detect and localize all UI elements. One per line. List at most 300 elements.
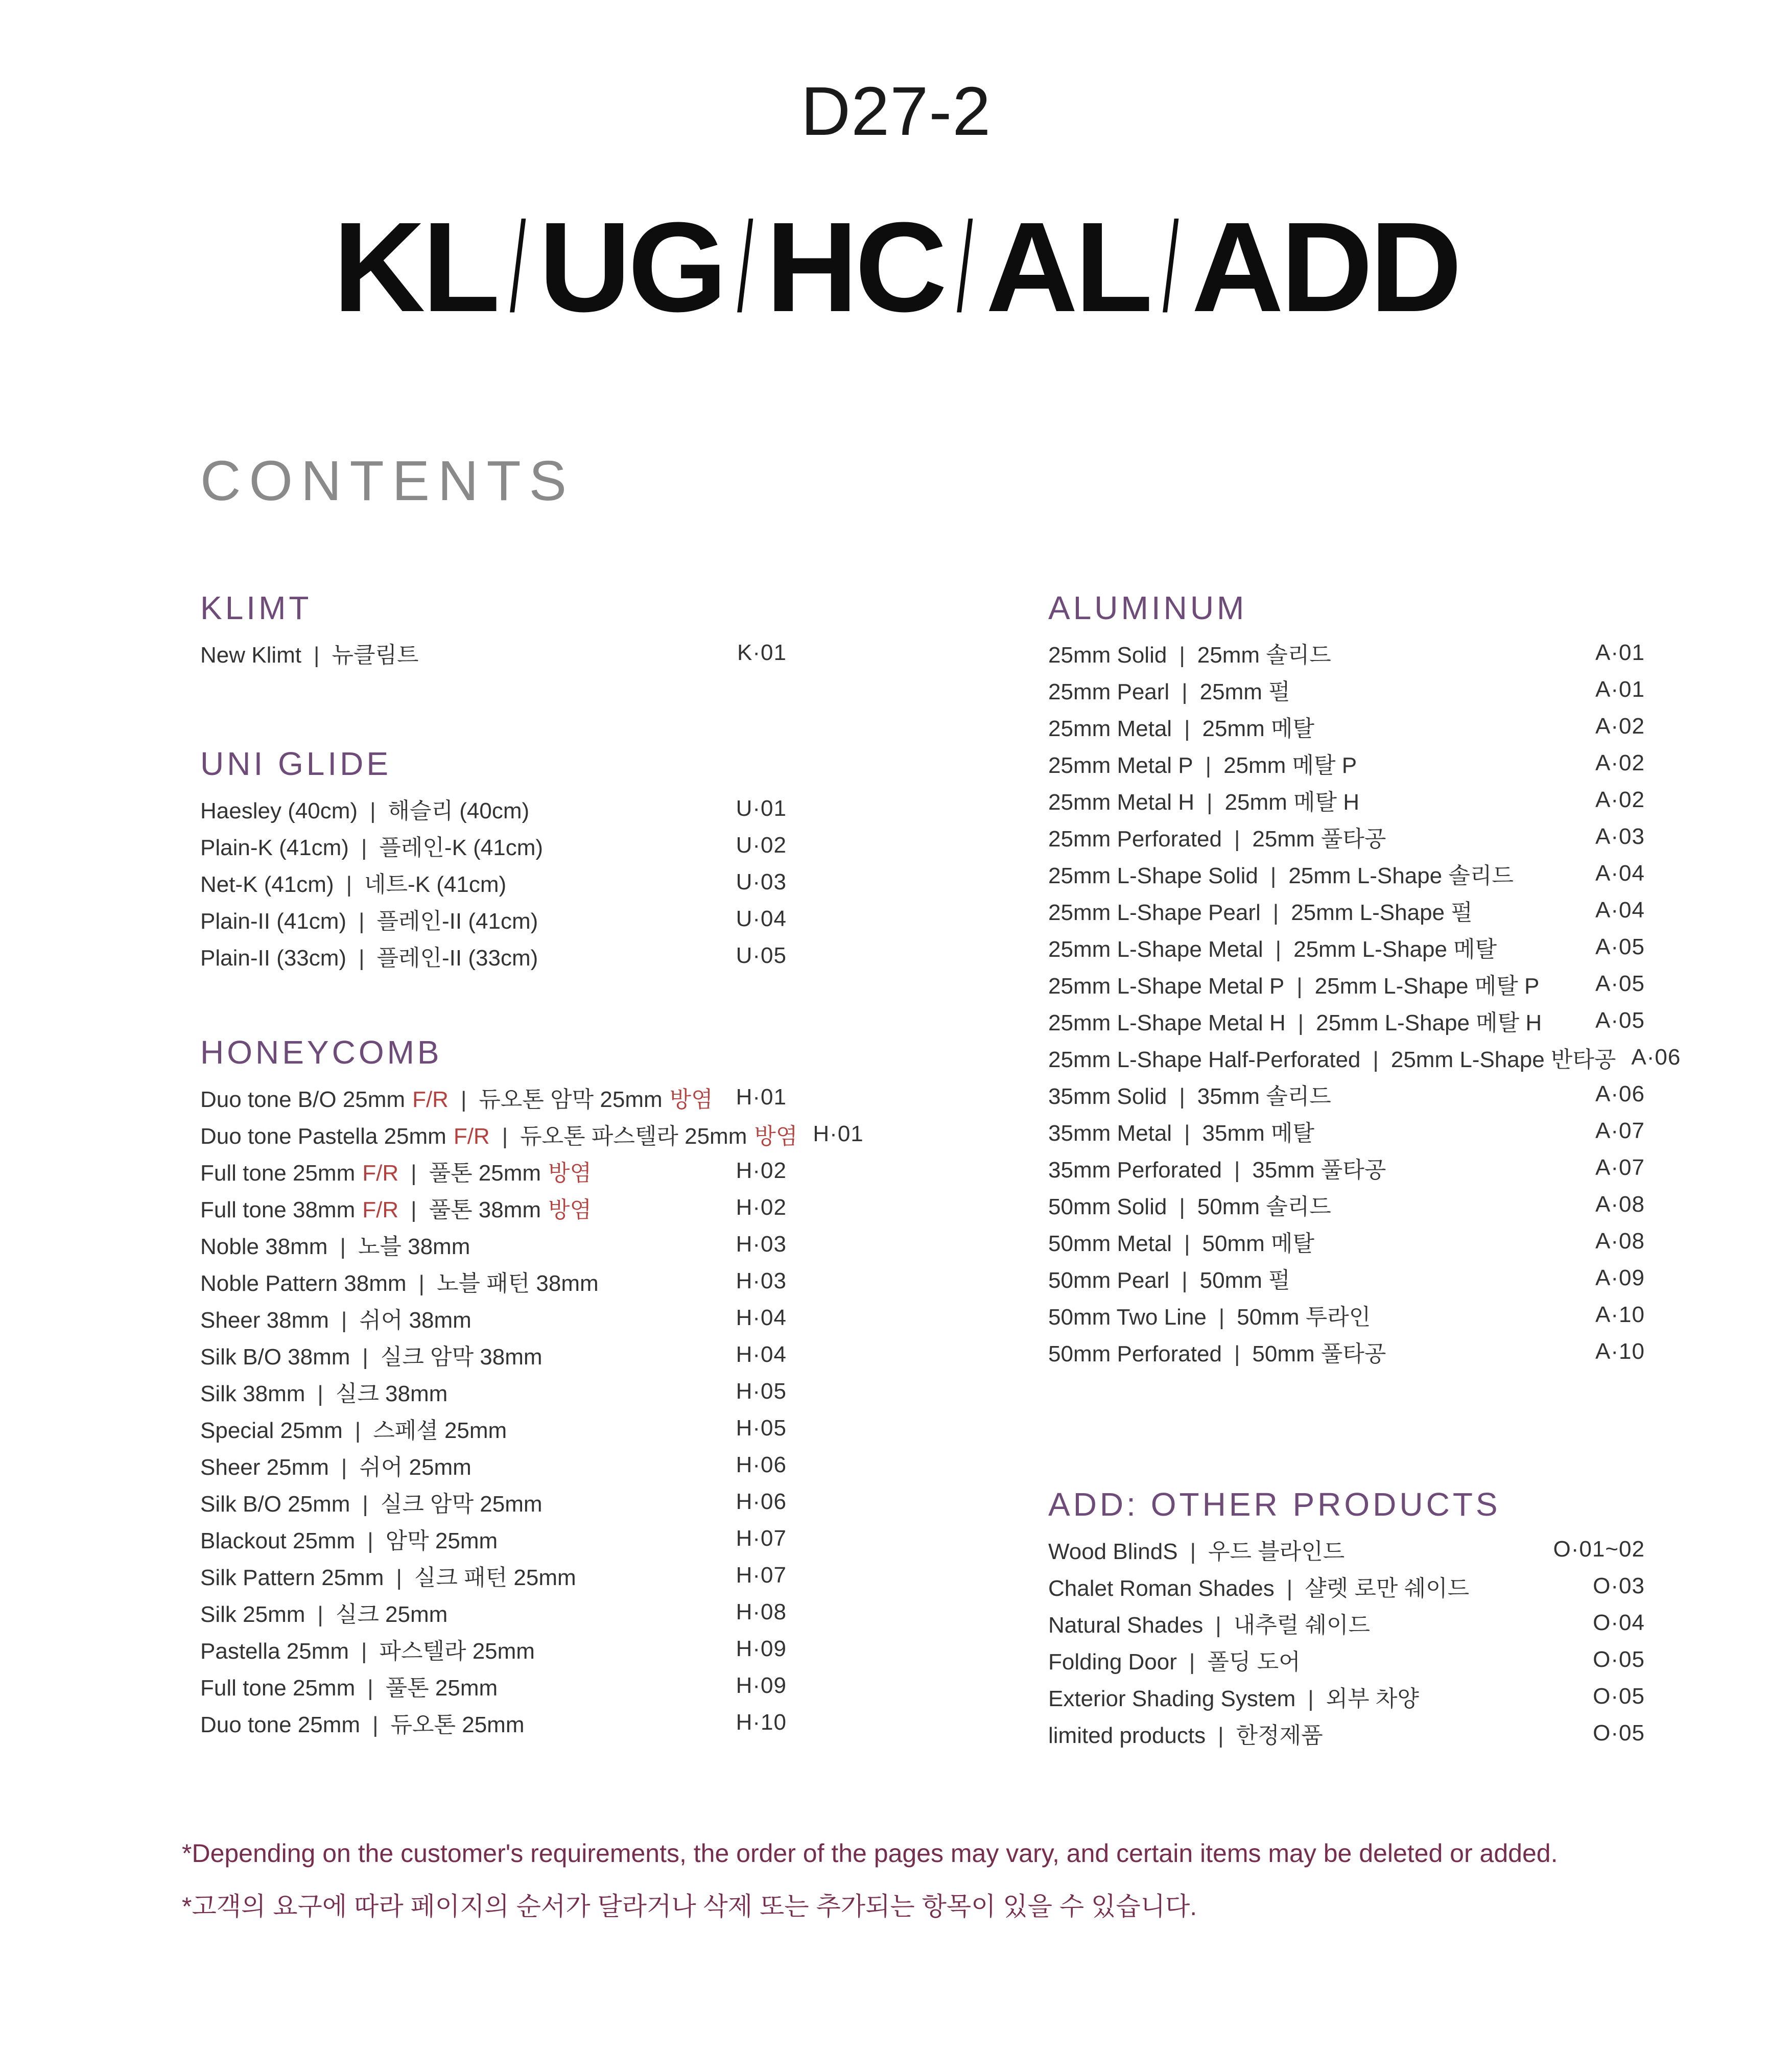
item-page-number: O·01~02 [1553, 1537, 1645, 1562]
item-separator: | [1215, 1613, 1221, 1638]
item-separator: | [1286, 1576, 1293, 1601]
toc-row-label [200, 866, 506, 899]
toc-row-label [200, 792, 529, 825]
toc-row-label [1048, 673, 1290, 706]
item-separator: | [411, 1161, 417, 1186]
item-separator: | [1234, 1341, 1240, 1366]
toc-row [200, 1667, 787, 1704]
toc-row [1048, 818, 1645, 855]
item-separator: | [362, 1345, 368, 1370]
item-separator: | [1218, 1305, 1225, 1330]
toc-row [200, 1226, 787, 1263]
item-separator: | [361, 835, 367, 860]
toc-row [200, 1704, 787, 1741]
item-separator: | [1184, 1231, 1190, 1256]
item-separator: | [418, 1271, 425, 1296]
toc-row-label [1048, 784, 1359, 816]
toc-section [200, 587, 787, 671]
toc-row [200, 1594, 787, 1631]
page-code: D27-2 [800, 73, 992, 150]
toc-row [200, 901, 787, 937]
item-name-en: Duo tone Pastella 25mm [200, 1124, 446, 1149]
item-page-number: A·01 [1595, 640, 1645, 665]
item-name-ko: 듀오톤 암막 25mm [479, 1087, 663, 1112]
item-name-ko: 외부 차양 [1326, 1686, 1419, 1711]
item-page-number: H·03 [736, 1232, 787, 1257]
item-name-en: 50mm Metal [1048, 1231, 1172, 1256]
toc-row [1048, 634, 1645, 671]
item-name-ko: 25mm L-Shape 솔리드 [1288, 863, 1514, 888]
toc-row [1048, 929, 1645, 965]
item-separator: | [341, 1308, 347, 1333]
toc-row-label [200, 1559, 576, 1592]
toc-row-label [1048, 1335, 1386, 1368]
item-separator: | [1179, 643, 1185, 668]
item-name-en: Silk Pattern 25mm [200, 1565, 384, 1590]
item-page-number: H·08 [736, 1599, 787, 1624]
item-page-number: A·01 [1595, 677, 1645, 702]
item-name-ko: 실크 패턴 25mm [414, 1565, 576, 1590]
item-name-ko: 25mm L-Shape 메탈 P [1314, 974, 1540, 999]
section-heading: HONEYCOMB [200, 1034, 442, 1071]
toc-row-label [1048, 1004, 1542, 1037]
item-name-en: Duo tone B/O 25mm [200, 1087, 406, 1112]
toc-row [200, 1631, 787, 1667]
toc-row [200, 1152, 787, 1189]
item-name-ko: 50mm 솔리드 [1197, 1194, 1331, 1219]
item-name-en: 25mm Perforated [1048, 827, 1222, 852]
item-name-ko: 플레인-II (41cm) [376, 909, 538, 934]
toc-row-label [200, 939, 538, 972]
toc-row [200, 1483, 787, 1520]
item-fr-tag-ko: 방염 [548, 1161, 592, 1186]
toc-row-label [1048, 636, 1331, 669]
toc-row-label [200, 829, 543, 862]
toc-row-label [200, 636, 418, 669]
item-page-number: H·01 [813, 1121, 864, 1146]
item-fr-tag: F/R [362, 1161, 399, 1186]
item-name-ko: 35mm 메탈 [1202, 1121, 1314, 1146]
item-name-ko: 25mm 메탈 P [1223, 753, 1357, 778]
toc-row-label [200, 1449, 471, 1481]
toc-row-label [200, 1633, 535, 1665]
toc-row-label [1048, 894, 1473, 927]
toc-row-label [200, 1375, 447, 1408]
toc-row-label [200, 903, 538, 935]
toc-row [200, 827, 787, 864]
item-name-ko: 듀오톤 25mm [390, 1712, 525, 1737]
item-name-ko: 샬렛 로만 쉐이드 [1305, 1576, 1470, 1601]
item-name-ko: 암막 25mm [385, 1528, 498, 1553]
toc-row-label [1048, 1262, 1290, 1294]
title-slash: / [737, 196, 753, 338]
item-page-number: U·03 [736, 869, 787, 894]
toc-row [200, 1300, 787, 1336]
item-name-ko: 실크 암막 25mm [380, 1492, 543, 1517]
item-name-ko: 네트-K (41cm) [364, 872, 507, 897]
toc-row [1048, 1715, 1645, 1752]
item-separator: | [361, 1639, 367, 1664]
toc-column-left [200, 577, 864, 1741]
item-separator: | [396, 1565, 402, 1590]
title-slash: / [1163, 196, 1179, 338]
item-page-number: H·02 [736, 1195, 787, 1220]
toc-row-label [200, 1596, 447, 1629]
item-page-number: H·04 [736, 1342, 787, 1367]
toc-row [1048, 671, 1645, 708]
toc-row [200, 1116, 864, 1152]
toc-row [1048, 1002, 1645, 1039]
item-separator: | [341, 1455, 347, 1480]
item-name-ko: 내추럴 쉐이드 [1233, 1613, 1370, 1638]
toc-row-label [1048, 968, 1539, 1000]
item-name-en: 25mm L-Shape Metal H [1048, 1010, 1286, 1035]
item-separator: | [460, 1087, 467, 1112]
toc-row [200, 634, 787, 671]
toc-row-label [1048, 1078, 1331, 1111]
item-name-en: 25mm L-Shape Solid [1048, 863, 1258, 888]
item-separator: | [1182, 1268, 1188, 1293]
item-name-ko: 25mm 펄 [1199, 679, 1290, 704]
title-part: AL [985, 196, 1150, 338]
toc-row-label [200, 1265, 599, 1298]
item-page-number: U·05 [736, 943, 787, 968]
item-page-number: A·05 [1595, 934, 1645, 959]
item-separator: | [370, 798, 376, 823]
item-name-en: Folding Door [1048, 1649, 1177, 1674]
item-name-ko: 노블 패턴 38mm [436, 1271, 599, 1296]
toc-row-label [1048, 931, 1497, 963]
item-page-number: A·05 [1595, 971, 1645, 996]
item-name-en: 50mm Perforated [1048, 1341, 1222, 1366]
item-separator: | [1179, 1084, 1185, 1109]
toc-row [1048, 1149, 1645, 1186]
footnote-ko: *고객의 요구에 따라 페이지의 순서가 달라거나 삭제 또는 추가되는 항목이 있을 수 있습니다. [182, 1892, 1197, 1921]
item-page-number: O·04 [1593, 1610, 1645, 1635]
toc-row-label [200, 1081, 713, 1114]
item-page-number: U·02 [736, 833, 787, 858]
item-name-en: Natural Shades [1048, 1613, 1204, 1638]
item-name-en: 25mm Pearl [1048, 679, 1170, 704]
item-name-ko: 실크 38mm [335, 1381, 448, 1406]
item-name-ko: 우드 블라인드 [1208, 1539, 1345, 1564]
item-separator: | [372, 1712, 379, 1737]
item-name-ko: 플레인-K (41cm) [379, 835, 544, 860]
item-name-en: 50mm Solid [1048, 1194, 1167, 1219]
item-page-number: K·01 [737, 640, 787, 665]
section-heading: KLIMT [200, 589, 312, 626]
toc-row [1048, 1260, 1645, 1296]
toc-row-label [1048, 1115, 1314, 1147]
item-page-number: U·01 [736, 796, 787, 821]
item-page-number: A·04 [1595, 898, 1645, 923]
item-name-ko: 풀톤 25mm [429, 1161, 541, 1186]
item-name-en: Sheer 38mm [200, 1308, 329, 1333]
item-separator: | [1182, 679, 1188, 704]
item-name-en: Silk 25mm [200, 1602, 305, 1627]
item-name-en: 35mm Metal [1048, 1121, 1172, 1146]
item-separator: | [346, 872, 352, 897]
item-fr-tag: F/R [453, 1124, 490, 1149]
item-name-en: 35mm Perforated [1048, 1158, 1222, 1183]
toc-row-label [200, 1338, 543, 1371]
item-separator: | [1272, 900, 1279, 925]
item-name-ko: 25mm L-Shape 메탈 H [1316, 1010, 1542, 1035]
item-name-en: Plain-II (33cm) [200, 946, 347, 971]
item-name-ko: 50mm 메탈 [1202, 1231, 1314, 1256]
toc-section [1048, 1484, 1645, 1752]
item-page-number: A·06 [1631, 1045, 1681, 1070]
item-name-ko: 해슬리 (40cm) [388, 798, 530, 823]
section-heading: ALUMINUM [1048, 589, 1247, 626]
toc-row [1048, 1641, 1645, 1678]
item-page-number: H·04 [736, 1305, 787, 1330]
item-name-ko: 뉴클림트 [332, 643, 419, 668]
footnote-en: *Depending on the customer's requirements, the order of the pages may vary, and certain items may be deleted or added. [182, 1839, 1558, 1868]
toc-row [1048, 855, 1645, 892]
toc-row-label [1048, 1225, 1314, 1258]
item-page-number: A·07 [1595, 1155, 1645, 1180]
toc-row [200, 864, 787, 901]
title-part: UG [538, 196, 724, 338]
item-name-ko: 실크 25mm [335, 1602, 448, 1627]
toc-row-label [1048, 1151, 1386, 1184]
toc-row-label [1048, 1299, 1371, 1331]
item-page-number: A·08 [1595, 1192, 1645, 1217]
item-name-en: 25mm L-Shape Metal [1048, 937, 1263, 962]
item-name-en: 25mm L-Shape Half-Perforated [1048, 1047, 1361, 1072]
item-page-number: A·04 [1595, 861, 1645, 886]
item-name-ko: 스페셜 25mm [373, 1418, 507, 1443]
item-name-en: 50mm Pearl [1048, 1268, 1170, 1293]
toc-row [1048, 1678, 1645, 1715]
toc-row [1048, 782, 1645, 818]
title-part: HC [766, 196, 945, 338]
toc-row [1048, 1531, 1645, 1568]
item-name-ko: 35mm 풀타공 [1252, 1158, 1386, 1183]
item-separator: | [367, 1676, 373, 1701]
item-fr-tag-ko: 방염 [669, 1087, 713, 1112]
item-separator: | [502, 1124, 508, 1149]
item-page-number: A·02 [1595, 787, 1645, 812]
item-name-ko: 25mm 솔리드 [1197, 643, 1331, 668]
toc-row-label [1048, 1643, 1301, 1676]
item-name-en: Sheer 25mm [200, 1455, 329, 1480]
item-name-ko: 실크 암막 38mm [380, 1345, 543, 1370]
toc-row-label [200, 1412, 507, 1445]
title-part: KL [333, 196, 498, 338]
item-separator: | [317, 1602, 323, 1627]
item-separator: | [355, 1418, 361, 1443]
toc-row [1048, 1186, 1645, 1223]
item-name-en: 35mm Solid [1048, 1084, 1167, 1109]
toc-row [1048, 965, 1645, 1002]
item-page-number: A·07 [1595, 1118, 1645, 1143]
item-page-number: A·08 [1595, 1229, 1645, 1254]
toc-row [1048, 708, 1645, 745]
item-page-number: A·02 [1595, 750, 1645, 775]
item-page-number: H·09 [736, 1636, 787, 1661]
item-name-en: New Klimt [200, 643, 302, 668]
item-name-ko: 50mm 펄 [1199, 1268, 1290, 1293]
item-name-en: Pastella 25mm [200, 1639, 349, 1664]
item-page-number: H·06 [736, 1489, 787, 1514]
item-separator: | [1218, 1723, 1224, 1748]
item-separator: | [1298, 1010, 1304, 1035]
item-separator: | [1275, 937, 1282, 962]
toc-row-label [1048, 747, 1357, 780]
item-name-en: Chalet Roman Shades [1048, 1576, 1275, 1601]
item-separator: | [362, 1492, 368, 1517]
toc-row [200, 937, 787, 974]
item-name-ko: 풀톤 38mm [429, 1197, 541, 1222]
item-name-en: Full tone 25mm [200, 1676, 356, 1701]
item-page-number: A·10 [1595, 1339, 1645, 1364]
item-page-number: H·06 [736, 1452, 787, 1477]
toc-row [200, 1447, 787, 1483]
toc-row-label [1048, 710, 1314, 743]
toc-row-label [1048, 1607, 1370, 1639]
toc-column-right [1048, 577, 1681, 1752]
item-name-en: Haesley (40cm) [200, 798, 358, 823]
item-name-en: Silk B/O 38mm [200, 1345, 350, 1370]
item-separator: | [1205, 753, 1212, 778]
item-separator: | [1207, 790, 1213, 815]
item-page-number: H·10 [736, 1710, 787, 1735]
item-page-number: O·05 [1593, 1647, 1645, 1672]
toc-row [200, 1336, 787, 1373]
item-name-en: limited products [1048, 1723, 1206, 1748]
footnotes [182, 1838, 1663, 1944]
toc-row [200, 1079, 787, 1116]
item-name-ko: 듀오톤 파스텔라 25mm [520, 1124, 747, 1149]
item-name-ko: 노블 38mm [358, 1234, 470, 1259]
item-name-en: Full tone 25mm [200, 1161, 356, 1186]
item-name-en: Noble 38mm [200, 1234, 328, 1259]
item-page-number: O·05 [1593, 1720, 1645, 1746]
toc-row-label [1048, 1570, 1469, 1602]
item-separator: | [1179, 1194, 1185, 1219]
item-name-ko: 50mm 투라인 [1237, 1305, 1371, 1330]
item-page-number: O·05 [1593, 1684, 1645, 1709]
item-name-ko: 35mm 솔리드 [1197, 1084, 1331, 1109]
item-separator: | [359, 909, 365, 934]
item-separator: | [1190, 1539, 1196, 1564]
item-name-ko: 쉬어 38mm [359, 1308, 471, 1333]
item-name-en: 25mm L-Shape Metal P [1048, 974, 1285, 999]
item-name-en: 25mm L-Shape Pearl [1048, 900, 1261, 925]
item-page-number: A·02 [1595, 714, 1645, 739]
toc-row [1048, 1333, 1645, 1370]
toc-row [1048, 1076, 1645, 1113]
toc-row-label [1048, 1680, 1419, 1713]
item-fr-tag-ko: 방염 [754, 1124, 798, 1149]
item-name-en: Net-K (41cm) [200, 872, 334, 897]
toc-row-label [200, 1669, 498, 1702]
item-name-en: 25mm Metal H [1048, 790, 1195, 815]
item-name-ko: 파스텔라 25mm [379, 1639, 535, 1664]
item-page-number: A·05 [1595, 1008, 1645, 1033]
item-name-en: Plain-K (41cm) [200, 835, 349, 860]
item-page-number: A·10 [1595, 1302, 1645, 1327]
toc-row [200, 1263, 787, 1300]
item-separator: | [1184, 716, 1190, 741]
toc-row [1048, 1568, 1645, 1605]
item-name-en: Noble Pattern 38mm [200, 1271, 407, 1296]
catalog-title [0, 196, 1792, 338]
toc-row-label [200, 1228, 470, 1261]
toc-section [1048, 587, 1681, 1370]
toc-row [1048, 745, 1645, 782]
section-heading: ADD: OTHER PRODUCTS [1048, 1486, 1501, 1523]
toc-row-label [200, 1154, 592, 1187]
item-fr-tag: F/R [412, 1087, 449, 1112]
item-name-ko: 25mm 메탈 H [1224, 790, 1359, 815]
toc-row-label [1048, 1041, 1616, 1074]
item-page-number: H·05 [736, 1416, 787, 1441]
toc-section [200, 743, 787, 974]
item-separator: | [1184, 1121, 1190, 1146]
item-page-number: H·01 [736, 1084, 787, 1110]
section-heading: UNI GLIDE [200, 745, 392, 782]
item-separator: | [359, 946, 365, 971]
item-name-en: Silk B/O 25mm [200, 1492, 350, 1517]
item-page-number: H·03 [736, 1268, 787, 1293]
item-page-number: H·05 [736, 1379, 787, 1404]
title-part: ADD [1191, 196, 1459, 338]
toc-row-label [1048, 820, 1386, 853]
item-name-ko: 플레인-II (33cm) [376, 946, 538, 971]
item-name-ko: 한정제품 [1236, 1723, 1323, 1748]
item-separator: | [1234, 827, 1240, 852]
item-separator: | [340, 1234, 346, 1259]
item-name-en: 25mm Solid [1048, 643, 1167, 668]
item-page-number: O·03 [1593, 1573, 1645, 1598]
toc-row-label [200, 1302, 471, 1334]
item-page-number: A·03 [1595, 824, 1645, 849]
toc-row [200, 1373, 787, 1410]
toc-row [200, 1557, 787, 1594]
item-name-ko: 쉬어 25mm [359, 1455, 471, 1480]
item-name-ko: 25mm 풀타공 [1252, 827, 1386, 852]
item-name-en: Plain-II (41cm) [200, 909, 347, 934]
toc-row [1048, 1223, 1645, 1260]
toc-row [1048, 892, 1645, 929]
toc-row [200, 1189, 787, 1226]
item-separator: | [314, 643, 320, 668]
item-name-ko: 폴딩 도어 [1207, 1649, 1301, 1674]
item-separator: | [1189, 1649, 1195, 1674]
item-name-ko: 25mm 메탈 [1202, 716, 1314, 741]
item-separator: | [1270, 863, 1277, 888]
toc-row [1048, 1605, 1645, 1641]
item-fr-tag-ko: 방염 [548, 1197, 592, 1222]
item-name-en: 25mm Metal [1048, 716, 1172, 741]
toc-row-label [200, 1118, 797, 1150]
toc-row-label [200, 1191, 592, 1224]
toc-row-label [1048, 857, 1514, 890]
toc-row [200, 790, 787, 827]
item-separator: | [317, 1381, 323, 1406]
item-separator: | [1373, 1047, 1379, 1072]
item-name-en: Full tone 38mm [200, 1197, 356, 1222]
toc-row [1048, 1113, 1645, 1149]
toc-row-label [200, 1485, 543, 1518]
item-separator: | [411, 1197, 417, 1222]
title-slash: / [957, 196, 973, 338]
item-name-en: Silk 38mm [200, 1381, 305, 1406]
item-name-ko: 50mm 풀타공 [1252, 1341, 1386, 1366]
